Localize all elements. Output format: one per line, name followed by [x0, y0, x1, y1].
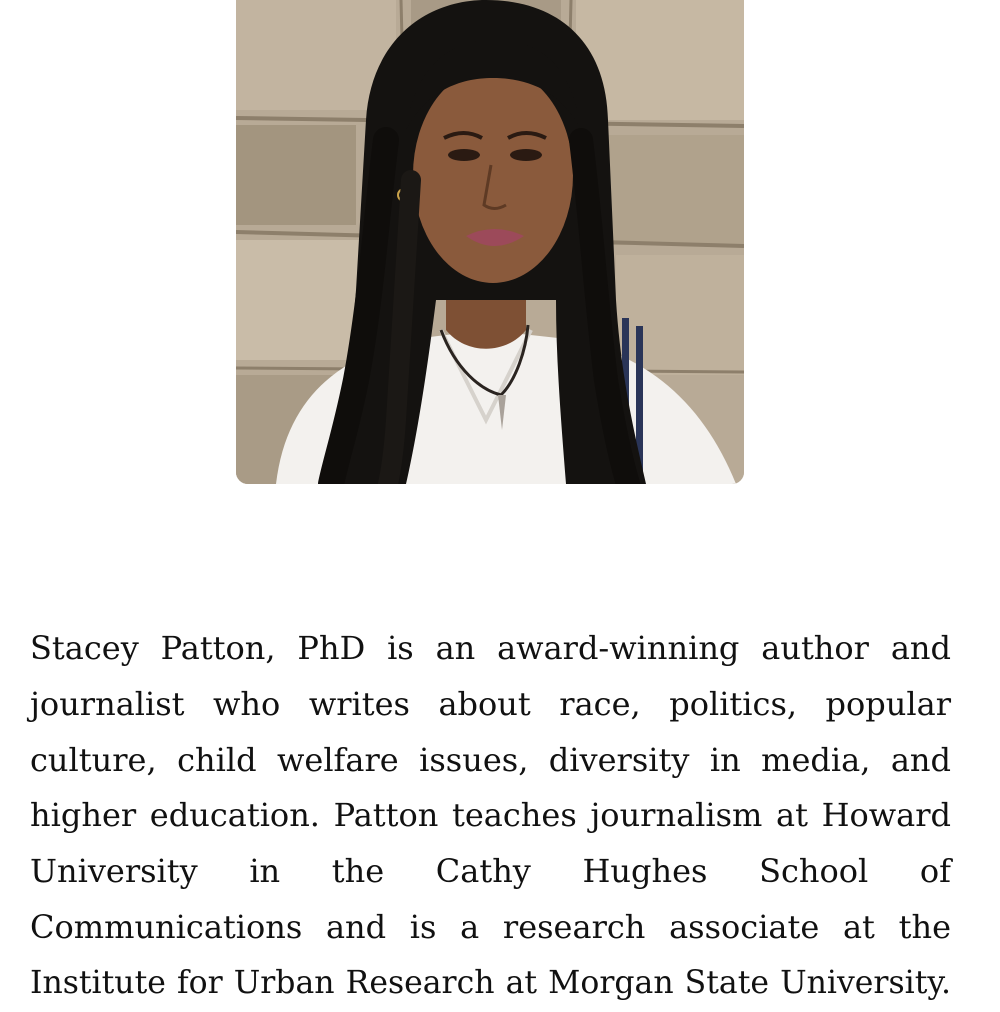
- bio-line: higher education. Patton teaches journalism at Howard: [30, 796, 951, 835]
- author-bio-paragraph: [30, 621, 951, 1012]
- bio-line: culture, child welfare issues, diversity in media, and: [30, 740, 951, 779]
- bio-line: journalist who writes about race, politics, popular: [30, 684, 951, 723]
- bio-line: Communications and is a research associate at the: [30, 907, 951, 946]
- bio-line: Institute for Urban Research at Morgan State University.: [30, 964, 951, 1001]
- author-portrait-photo: [236, 0, 744, 484]
- portrait-photo-icon: [236, 0, 744, 484]
- bio-line: University in the Cathy Hughes School of: [30, 852, 951, 891]
- bio-line: Stacey Patton, PhD is an award-winning author and: [30, 629, 951, 667]
